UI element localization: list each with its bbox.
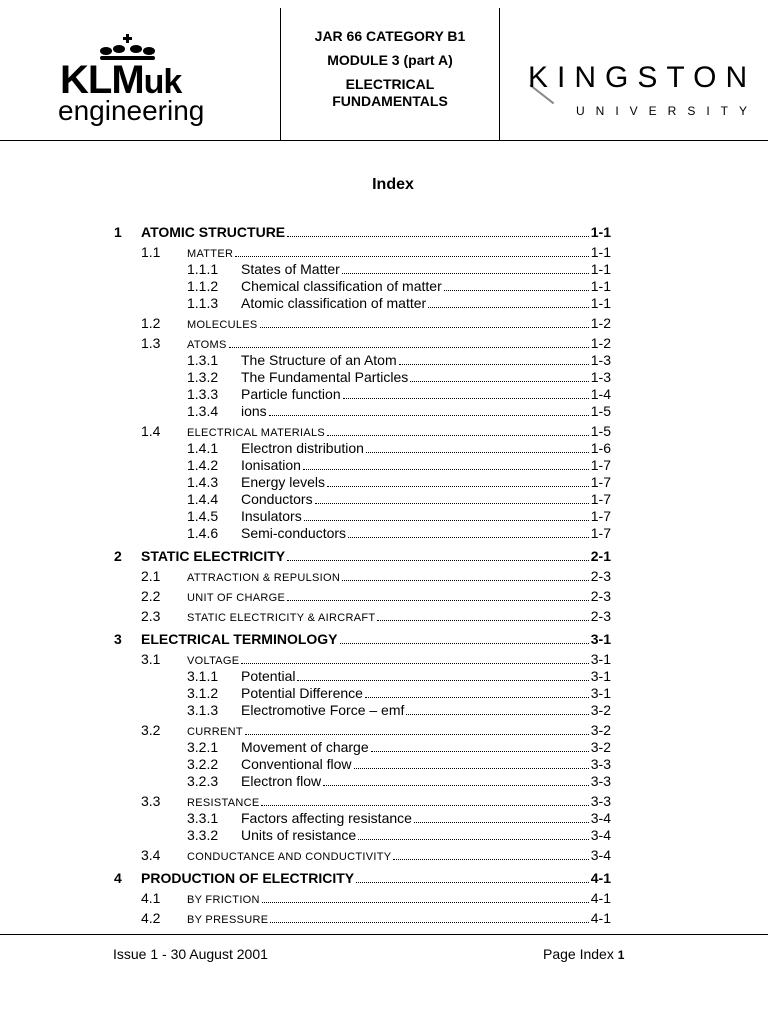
toc-entry-title: Insulators	[241, 508, 302, 524]
toc-number: 2.2	[141, 588, 161, 604]
toc-number: 1.4	[141, 423, 161, 439]
toc-entry-title: CONDUCTANCE AND CONDUCTIVITY	[187, 851, 392, 863]
module-info	[281, 26, 499, 110]
toc-number: 1.1.3	[187, 295, 219, 311]
toc-entry-title: Particle function	[241, 386, 341, 402]
toc-number: 1.4.3	[187, 474, 219, 490]
toc-entry-title: Energy levels	[241, 474, 326, 490]
toc-entry	[241, 456, 611, 474]
toc-number: 3.2.2	[187, 756, 219, 772]
toc-entry-title: Movement of charge	[241, 739, 369, 755]
toc-entry	[241, 490, 611, 508]
toc-page-number: 1-5	[590, 423, 611, 439]
toc-chapter	[0, 547, 768, 565]
toc-entry-title: STATIC ELECTRICITY	[141, 548, 286, 564]
toc-number: 1.4.6	[187, 525, 219, 541]
toc-entry-title: Potential Difference	[241, 685, 363, 701]
toc-dot-leader	[399, 354, 589, 365]
document-header	[0, 0, 768, 141]
toc-number: 3.3.1	[187, 810, 219, 826]
toc-page-number: 3-1	[590, 668, 611, 684]
toc-subsection	[0, 667, 768, 685]
toc-chapter	[0, 630, 768, 648]
toc-entry-title: BY FRICTION	[187, 894, 260, 906]
kingston-wordmark: KINGSTON	[528, 61, 757, 94]
toc-entry-title: ELECTRICAL MATERIALS	[187, 427, 326, 439]
toc-dot-leader	[287, 590, 589, 601]
toc-entry-title: ions	[241, 403, 267, 419]
page-index-label	[543, 946, 624, 962]
toc-page-number: 4-1	[590, 890, 611, 906]
toc-dot-leader	[343, 388, 589, 399]
toc-page-number: 2-3	[590, 588, 611, 604]
toc-number: 1.3.2	[187, 369, 219, 385]
toc-page-number: 3-2	[590, 722, 611, 738]
toc-entry	[141, 547, 611, 565]
toc-number: 3.1.1	[187, 668, 219, 684]
toc-entry-title: Conventional flow	[241, 756, 352, 772]
toc-entry	[187, 846, 611, 866]
toc-subsection	[0, 439, 768, 457]
toc-entry-title: The Fundamental Particles	[241, 369, 409, 385]
toc-number: 1.4.1	[187, 440, 219, 456]
toc-dot-leader	[270, 912, 588, 923]
toc-page-number: 2-1	[590, 548, 611, 564]
toc-page-number: 2-3	[590, 608, 611, 624]
page-number: 1	[617, 948, 625, 962]
toc-page-number: 1-7	[590, 491, 611, 507]
toc-entry	[187, 607, 611, 627]
university-wordmark: UNIVERSITY	[576, 104, 759, 118]
toc-dot-leader	[287, 550, 589, 561]
toc-section	[0, 314, 768, 332]
toc-dot-leader	[366, 442, 589, 453]
toc-entry-title: Units of resistance	[241, 827, 357, 843]
toc-dot-leader	[229, 337, 589, 348]
toc-entry-title: Semi-conductors	[241, 525, 347, 541]
toc-entry	[241, 507, 611, 525]
toc-entry	[241, 524, 611, 542]
toc-section	[0, 846, 768, 864]
toc-dot-leader	[260, 317, 589, 328]
toc-number: 3.2	[141, 722, 161, 738]
toc-dot-leader	[323, 775, 589, 786]
toc-section	[0, 422, 768, 440]
toc-chapter	[0, 223, 768, 241]
toc-section	[0, 650, 768, 668]
toc-page-number: 1-3	[590, 352, 611, 368]
toc-dot-leader	[340, 633, 589, 644]
toc-dot-leader	[410, 371, 588, 382]
toc-page-number: 1-5	[590, 403, 611, 419]
toc-dot-leader	[304, 510, 589, 521]
logo-brand: KLM	[60, 58, 144, 102]
toc-entry	[241, 277, 611, 295]
footer-divider	[0, 934, 768, 935]
toc-subsection	[0, 738, 768, 756]
toc-page-number: 4-1	[590, 910, 611, 926]
toc-entry-title: Factors affecting resistance	[241, 810, 412, 826]
toc-entry-title: BY PRESSURE	[187, 914, 269, 926]
toc-number: 3.1.3	[187, 702, 219, 718]
toc-section	[0, 889, 768, 907]
toc-dot-leader	[428, 297, 589, 308]
toc-section	[0, 792, 768, 810]
toc-dot-leader	[371, 741, 589, 752]
toc-page-number: 3-4	[590, 827, 611, 843]
toc-entry	[241, 368, 611, 386]
toc-section	[0, 721, 768, 739]
toc-number: 3.4	[141, 847, 161, 863]
toc-page-number: 1-1	[590, 224, 611, 240]
toc-dot-leader	[261, 795, 588, 806]
toc-entry	[241, 351, 611, 369]
toc-number: 3	[114, 631, 122, 647]
toc-page-number: 1-4	[590, 386, 611, 402]
toc-dot-leader	[342, 263, 589, 274]
toc-entry	[241, 701, 611, 719]
toc-entry	[187, 314, 611, 334]
toc-subsection	[0, 402, 768, 420]
toc-number: 1	[114, 224, 122, 240]
toc-subsection	[0, 351, 768, 369]
toc-entry	[141, 869, 611, 887]
toc-subsection	[0, 277, 768, 295]
toc-dot-leader	[287, 226, 589, 237]
toc-page-number: 4-1	[590, 870, 611, 886]
toc-number: 1.4.4	[187, 491, 219, 507]
toc-entry-title: Potential	[241, 668, 296, 684]
toc-dot-leader	[406, 704, 588, 715]
kingston-university-logo	[528, 60, 759, 130]
toc-entry	[241, 809, 611, 827]
toc-entry-title: Atomic classification of matter	[241, 295, 427, 311]
toc-page-number: 3-3	[590, 793, 611, 809]
toc-entry	[241, 755, 611, 773]
toc-dot-leader	[414, 812, 589, 823]
toc-page-number: 3-4	[590, 810, 611, 826]
toc-subsection	[0, 294, 768, 312]
module-label: MODULE 3 (part A)	[327, 52, 453, 68]
toc-chapter	[0, 869, 768, 887]
toc-subsection	[0, 473, 768, 491]
logo-engineering-word: engineering	[58, 95, 205, 126]
header-divider-right	[499, 8, 500, 140]
toc-entry-title: Chemical classification of matter	[241, 278, 442, 294]
toc-dot-leader	[444, 280, 589, 291]
toc-dot-leader	[348, 527, 589, 538]
toc-entry-title: Ionisation	[241, 457, 301, 473]
toc-entry	[241, 738, 611, 756]
toc-page-number: 1-6	[590, 440, 611, 456]
toc-dot-leader	[356, 872, 589, 883]
toc-entry-title: Electromotive Force – emf	[241, 702, 405, 718]
toc-number: 1.1.2	[187, 278, 219, 294]
toc-entry-title: RESISTANCE	[187, 797, 260, 809]
toc-entry	[241, 473, 611, 491]
logo-suffix: uk	[143, 63, 182, 101]
toc-subsection	[0, 507, 768, 525]
toc-subsection	[0, 456, 768, 474]
toc-dot-leader	[358, 829, 589, 840]
toc-dot-leader	[327, 425, 589, 436]
toc-entry	[241, 385, 611, 403]
toc-dot-leader	[327, 476, 589, 487]
toc-page-number: 1-7	[590, 508, 611, 524]
toc-dot-leader	[235, 246, 589, 257]
toc-page-number: 2-3	[590, 568, 611, 584]
toc-dot-leader	[269, 405, 589, 416]
toc-page-number: 1-7	[590, 474, 611, 490]
toc-entry	[187, 587, 611, 607]
toc-entry-title: States of Matter	[241, 261, 340, 277]
toc-entry-title: CURRENT	[187, 726, 243, 738]
toc-subsection	[0, 684, 768, 702]
toc-number: 3.2.1	[187, 739, 219, 755]
toc-entry	[241, 826, 611, 844]
toc-subsection	[0, 701, 768, 719]
toc-entry	[241, 772, 611, 790]
toc-entry-title: The Structure of an Atom	[241, 352, 397, 368]
toc-dot-leader	[315, 493, 589, 504]
toc-entry-title: ELECTRICAL TERMINOLOGY	[141, 631, 338, 647]
toc-page-number: 1-1	[590, 295, 611, 311]
toc-section	[0, 243, 768, 261]
toc-subsection	[0, 772, 768, 790]
toc-dot-leader	[377, 610, 588, 621]
toc-dot-leader	[303, 459, 589, 470]
toc-dot-leader	[365, 687, 589, 698]
toc-entry-title: ATOMIC STRUCTURE	[141, 224, 286, 240]
toc-number: 3.1	[141, 651, 161, 667]
toc-page-number: 1-7	[590, 457, 611, 473]
toc-page-number: 3-3	[590, 773, 611, 789]
toc-subsection	[0, 809, 768, 827]
toc-subsection	[0, 490, 768, 508]
toc-subsection	[0, 260, 768, 278]
toc-subsection	[0, 368, 768, 386]
toc-number: 2.3	[141, 608, 161, 624]
toc-number: 1.1.1	[187, 261, 219, 277]
toc-entry-title: ATTRACTION & REPULSION	[187, 572, 341, 584]
toc-number: 3.3	[141, 793, 161, 809]
issue-date: Issue 1 - 30 August 2001	[113, 946, 268, 962]
toc-section	[0, 587, 768, 605]
toc-section	[0, 607, 768, 625]
page-label: Page Index	[543, 946, 614, 962]
toc-dot-leader	[393, 849, 588, 860]
toc-dot-leader	[354, 758, 589, 769]
subject-line-2: FUNDAMENTALS	[332, 93, 448, 109]
toc-entry-title: STATIC ELECTRICITY & AIRCRAFT	[187, 612, 376, 624]
toc-subsection	[0, 755, 768, 773]
toc-entry-title: UNIT OF CHARGE	[187, 592, 286, 604]
toc-dot-leader	[245, 724, 589, 735]
toc-entry	[241, 402, 611, 420]
toc-subsection	[0, 826, 768, 844]
toc-number: 1.3	[141, 335, 161, 351]
toc-entry-title: VOLTAGE	[187, 655, 240, 667]
toc-number: 1.2	[141, 315, 161, 331]
toc-entry	[141, 630, 611, 648]
toc-number: 1.4.2	[187, 457, 219, 473]
toc-entry	[241, 684, 611, 702]
toc-entry	[187, 889, 611, 909]
toc-page-number: 3-1	[590, 631, 611, 647]
toc-page-number: 1-2	[590, 335, 611, 351]
toc-entry	[187, 567, 611, 587]
toc-entry-title: Electron distribution	[241, 440, 364, 456]
toc-number: 2	[114, 548, 122, 564]
toc-number: 1.1	[141, 244, 161, 260]
toc-number: 4	[114, 870, 122, 886]
subject-line-1: ELECTRICAL	[345, 76, 435, 92]
toc-section	[0, 567, 768, 585]
toc-dot-leader	[342, 570, 589, 581]
toc-entry	[141, 223, 611, 241]
page-title: Index	[372, 176, 414, 193]
toc-page-number: 3-1	[590, 651, 611, 667]
toc-page-number: 3-4	[590, 847, 611, 863]
toc-entry	[187, 909, 611, 929]
toc-dot-leader	[241, 653, 588, 664]
toc-number: 3.1.2	[187, 685, 219, 701]
toc-subsection	[0, 524, 768, 542]
toc-entry	[241, 294, 611, 312]
toc-number: 1.4.5	[187, 508, 219, 524]
toc-entry	[241, 439, 611, 457]
toc-page-number: 1-3	[590, 369, 611, 385]
toc-page-number: 1-2	[590, 315, 611, 331]
toc-page-number: 3-1	[590, 685, 611, 701]
toc-number: 4.1	[141, 890, 161, 906]
toc-number: 1.3.4	[187, 403, 219, 419]
toc-number: 1.3.3	[187, 386, 219, 402]
toc-number: 2.1	[141, 568, 161, 584]
toc-number: 1.3.1	[187, 352, 219, 368]
toc-page-number: 1-1	[590, 244, 611, 260]
toc-number: 3.2.3	[187, 773, 219, 789]
toc-number: 3.3.2	[187, 827, 219, 843]
toc-entry-title: MOLECULES	[187, 319, 258, 331]
klm-uk-engineering-logo	[58, 34, 258, 134]
toc-page-number: 3-3	[590, 756, 611, 772]
toc-page-number: 1-1	[590, 261, 611, 277]
toc-dot-leader	[262, 892, 589, 903]
toc-section	[0, 334, 768, 352]
toc-entry	[241, 667, 611, 685]
toc-page-number: 1-1	[590, 278, 611, 294]
course-title: JAR 66 CATEGORY B1	[314, 28, 466, 44]
toc-entry-title: MATTER	[187, 248, 234, 260]
toc-entry-title: Conductors	[241, 491, 313, 507]
toc-page-number: 3-2	[590, 702, 611, 718]
toc-entry-title: PRODUCTION OF ELECTRICITY	[141, 870, 355, 886]
toc-number: 4.2	[141, 910, 161, 926]
toc-page-number: 3-2	[590, 739, 611, 755]
toc-entry-title: ATOMS	[187, 339, 227, 351]
toc-section	[0, 909, 768, 927]
toc-dot-leader	[297, 670, 588, 681]
toc-entry-title: Electron flow	[241, 773, 322, 789]
toc-page-number: 1-7	[590, 525, 611, 541]
toc-entry	[241, 260, 611, 278]
toc-subsection	[0, 385, 768, 403]
